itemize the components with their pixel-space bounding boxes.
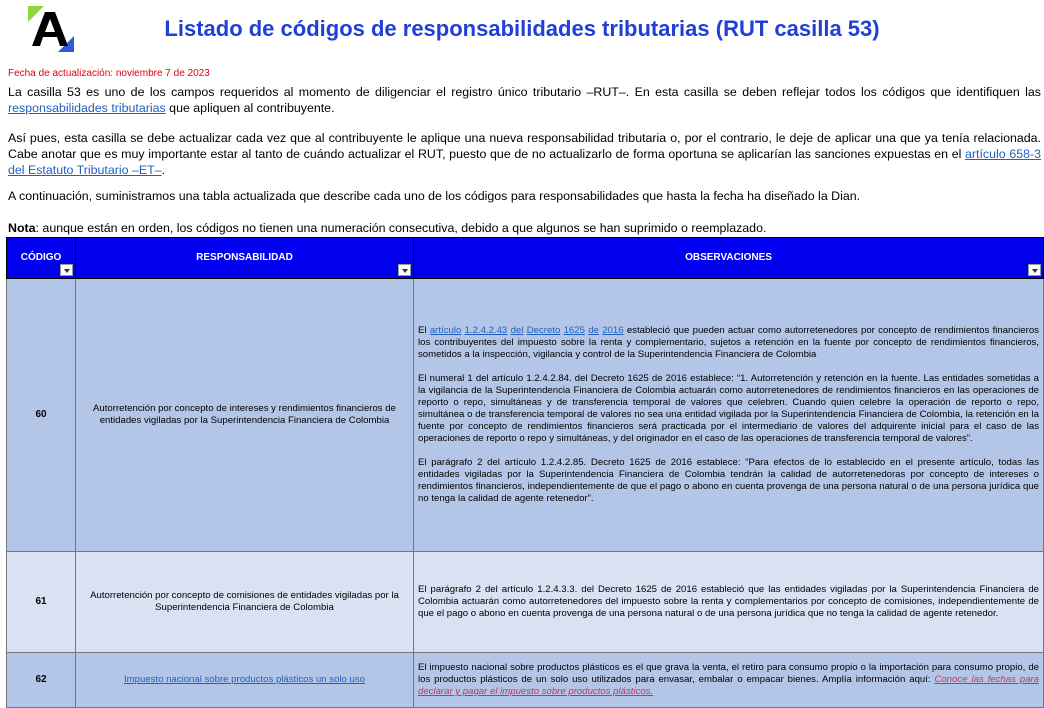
year-link[interactable]: 2016 <box>602 325 624 336</box>
intro-paragraph-1: La casilla 53 es uno de los campos requeridos al momento de diligenciar el registro único tributario –RUT–. En esta casilla se deben reflejar todos los códigos que identifiquen las responsabilidades tributarias que apliquen al contribuyente. <box>8 85 1041 115</box>
table-row <box>7 653 1044 708</box>
responsabilidades-link[interactable]: responsabilidades tributarias <box>8 101 166 115</box>
responsibility-cell: Autorretención por concepto de comisiones de entidades vigiladas por la Superintendencia Financiera de Colombia <box>76 552 414 653</box>
filter-dropdown-icon[interactable] <box>60 264 73 276</box>
responsibility-cell: Autorretención por concepto de intereses y rendimientos financieros de entidades vigiladas por la Superintendencia Financiera de Colombia <box>76 279 414 552</box>
del-link[interactable]: del <box>510 325 524 336</box>
responsibility-cell <box>76 653 414 708</box>
note-paragraph: Nota: aunque están en orden, los códigos no tienen una numeración consecutiva, debido a que algunos se han suprimido o reemplazado. <box>8 221 767 235</box>
intro-paragraph-2: Así pues, esta casilla se debe actualizar cada vez que al contribuyente le aplique una nueva responsabilidad tributaria o, por el contrario, le deje de aplicar una que ya tenía relacionada. Cabe anotar que es muy importante estar al tanto de cuándo actualizar el RUT, puesto que de no actualizarlo de forma oportuna se aplicarían las sanciones expuestas en el artículo 658-3 del Estatuto Tributario –ET–. <box>8 131 1042 177</box>
filter-dropdown-icon[interactable] <box>398 264 411 276</box>
articulo-number-link[interactable]: 1.2.4.2.43 <box>464 325 508 336</box>
header-responsabilidad: RESPONSABILIDAD <box>76 238 414 279</box>
responsabilidades-table <box>6 237 1044 708</box>
intro-paragraph-3: A continuación, suministramos una tabla actualizada que describe cada uno de los códigos para responsabilidades que hasta la fecha ha diseñado la Dian. <box>8 189 861 203</box>
observations-cell: El parágrafo 2 del artículo 1.2.4.3.3. del Decreto 1625 de 2016 estableció que las entidades vigiladas por la Superintendencia Financiera de Colombia actuarán como autorretenedores del impuesto sobre la renta y complementarios por concepto de comisiones, independientemente de que el pago o abono en cuenta provenga de una persona natural o de una persona jurídica que no tenga la calidad de agente retenedor. <box>414 552 1044 653</box>
articulo-link[interactable]: artículo <box>429 325 462 336</box>
table-row <box>7 552 1044 653</box>
observations-cell: El artículo 1.2.4.2.43 del Decreto 1625 de 2016 estableció que pueden actuar como autorretenedores por concepto de rendimientos financieros los contribuyentes del impuesto sobre la renta y complementario, sujetos a retención en la fuente por concepto de rendimientos financieros, sometidos a la inspección, vigilancia y control de la Superintendencia Financiera de Colombia El numeral 1 del artículo 1.2.4.2.84. del Decreto 1625 de 2016 establece: “1. Autorretención y retención en la fuente. Las entidades sometidas a la vigilancia de la Superintendencia Financiera de Colombia actuarán como autorretenedores de rendimientos financieros en las operaciones de reporto o repo, simultáneas y de transferencia temporal de valores que celebren. Cuando quien celebre la operación de reporto o repo, simultánea o de transferencia temporal de valores no sea una entidad vigilada por la Superintendencia Financiera de Colombia, la retención en la fuente por concepto de rendimientos financieros será practicada por el intermediario de valores del adquirente inicial para el caso de las operaciones de reporto o repo y simultáneas, y del originador en el caso de las operaciones de transferencia temporal de valores”. El parágrafo 2 del artículo 1.2.4.2.85. Decreto 1625 de 2016 establece: “Para efectos de lo establecido en el presente artículo, todas las entidades vigiladas por la Superintendencia Financiera de Colombia tendrán la calidad de autorretenedoras por concepto de intereses o rendimientos financieros, independientemente de que el pago o abono en cuenta provenga de una persona natural o de una persona jurídica que no tenga la calidad de agente retenedor”. <box>414 279 1044 552</box>
impuesto-plasticos-link[interactable]: Impuesto nacional sobre productos plásticos un solo uso <box>123 674 366 685</box>
update-date: Fecha de actualización: noviembre 7 de 2023 <box>8 68 210 79</box>
decreto-link[interactable]: Decreto <box>526 325 561 336</box>
page-title: Listado de códigos de responsabilidades tributarias (RUT casilla 53) <box>164 16 880 41</box>
articulo-658-3-link[interactable]: artículo 658-3 del Estatuto Tributario –ET– <box>8 147 1042 177</box>
table-row <box>7 279 1044 552</box>
observations-cell: El impuesto nacional sobre productos plásticos es el que grava la venta, el retiro para consumo propio o la importación para consumo propio, de los productos plásticos de un solo uso utilizados para envasar, embalar o empacar bienes. Amplía información aquí: Conoce las fechas para declarar y pagar el impuesto sobre productos plásticos. <box>414 653 1044 708</box>
decreto-number-link[interactable]: 1625 <box>563 325 585 336</box>
code-cell: 61 <box>7 552 76 653</box>
header-observaciones: OBSERVACIONES <box>414 238 1044 279</box>
header-codigo: CÓDIGO <box>7 238 76 279</box>
fechas-plasticos-link[interactable]: Conoce las fechas para declarar y pagar el impuesto sobre productos plásticos. <box>418 674 1040 697</box>
code-cell: 60 <box>7 279 76 552</box>
filter-dropdown-icon[interactable] <box>1028 264 1041 276</box>
de-link[interactable]: de <box>588 325 599 336</box>
code-cell: 62 <box>7 653 76 708</box>
